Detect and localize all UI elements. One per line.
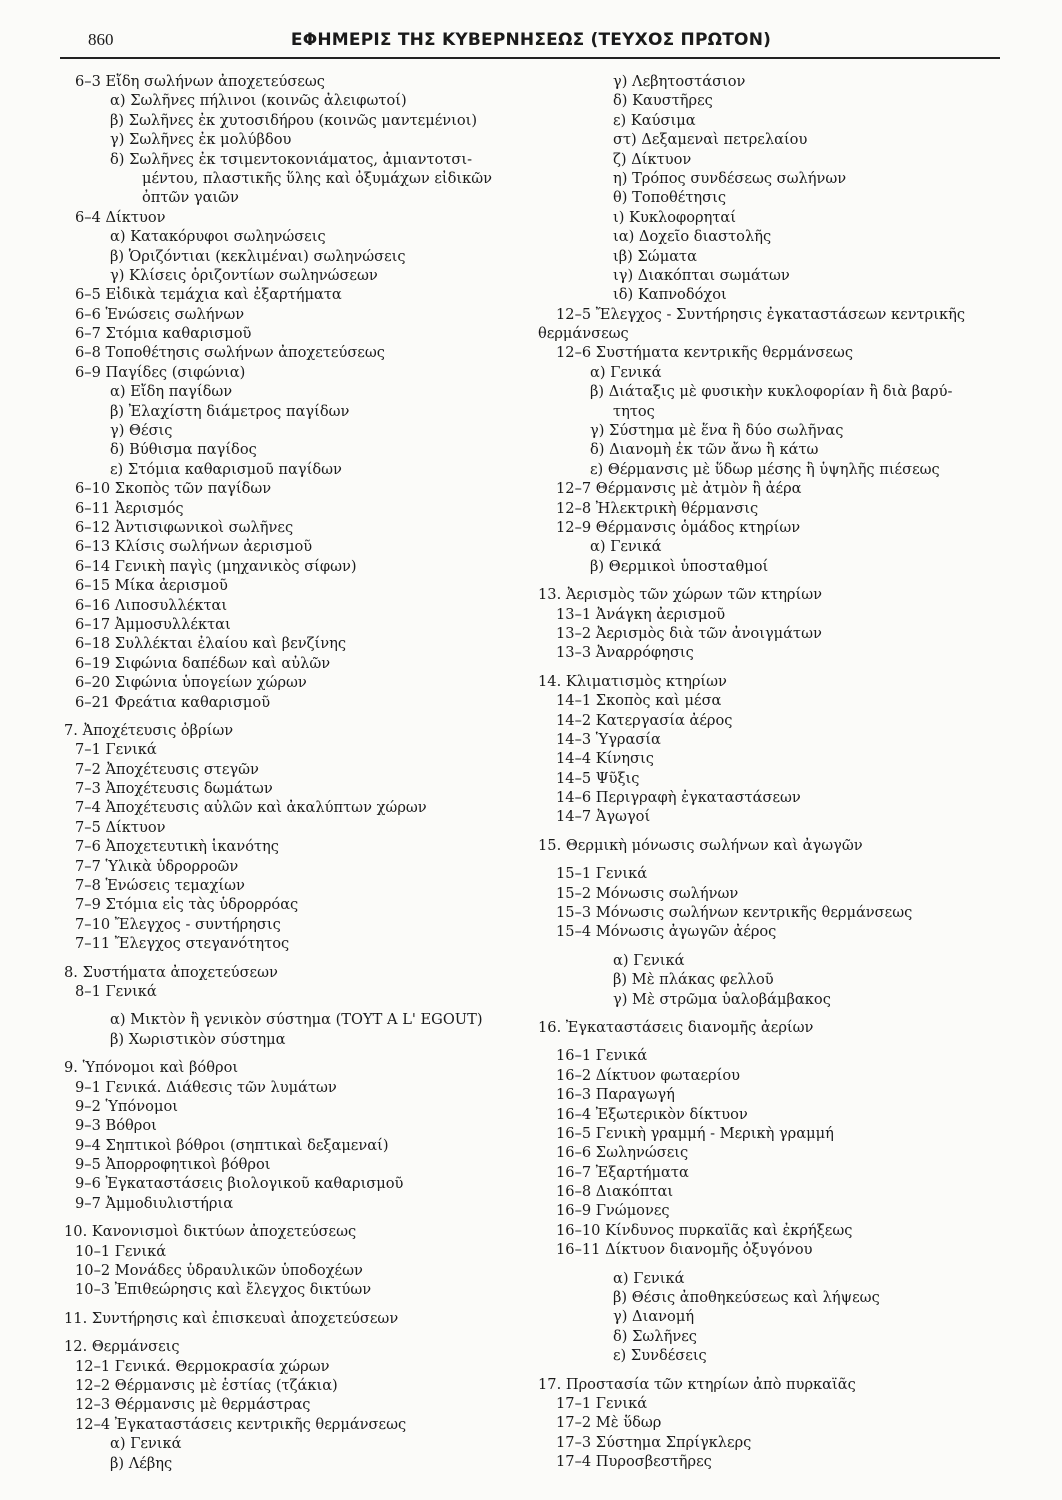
section-heading: 16. Ἐγκαταστάσεις διανομῆς ἀερίων — [538, 1018, 814, 1036]
toc-entry: 6–6 Ἑνώσεις σωλήνων — [75, 305, 245, 323]
section-heading: 13. Ἀερισμὸς τῶν χώρων τῶν κτηρίων — [538, 586, 823, 604]
toc-entry: 14–3 Ὑγρασία — [556, 730, 661, 748]
toc-entry: 12–1 Γενικά. Θερμοκρασία χώρων — [75, 1357, 330, 1375]
toc-entry: 16–5 Γενικὴ γραμμή - Μερικὴ γραμμή — [556, 1124, 834, 1142]
toc-entry: 14–4 Κίνησις — [556, 750, 654, 768]
toc-entry: 12–6 Συστήματα κεντρικῆς θερμάνσεως — [556, 344, 854, 362]
toc-entry: ι) Κυκλοφορηταί — [613, 208, 736, 226]
toc-entry: 12–4 Ἐγκαταστάσεις κεντρικῆς θερμάνσεως — [75, 1415, 407, 1433]
toc-entry: α) Μικτὸν ἢ γενικὸν σύστημα (TOYT A L' EGOUT) — [110, 1011, 483, 1029]
toc-entry: γ) Θέσις — [110, 422, 173, 440]
toc-entry: η) Τρόπος συνδέσεως σωλήνων — [613, 169, 847, 187]
toc-entry: 6–16 Λιποσυλλέκται — [75, 596, 228, 614]
toc-entry: 6–4 Δίκτυον — [75, 208, 166, 226]
toc-entry: 17–4 Πυροσβεστῆρες — [556, 1453, 712, 1471]
toc-entry: γ) Διανομή — [613, 1308, 695, 1326]
toc-entry: β) Θερμικοὶ ὑποσταθμοί — [590, 557, 769, 575]
toc-entry: 17–2 Μὲ ὕδωρ — [556, 1414, 662, 1432]
toc-entry: 15–4 Μόνωσις ἀγωγῶν ἀέρος — [556, 923, 777, 941]
toc-entry: 16–2 Δίκτυον φωταερίου — [556, 1066, 740, 1084]
toc-entry: 9–5 Ἀπορροφητικοὶ βόθροι — [75, 1156, 271, 1174]
toc-entry: 14–2 Κατεργασία ἀέρος — [556, 711, 733, 729]
toc-entry: 17–1 Γενικά — [556, 1395, 648, 1412]
toc-entry: β) Μὲ πλάκας φελλοῦ — [613, 971, 774, 989]
toc-entry: 14–5 Ψῦξις — [556, 769, 640, 787]
toc-entry: α) Γενικά — [590, 363, 662, 381]
toc-entry: 10–1 Γενικά — [75, 1242, 167, 1260]
right-column — [538, 72, 1013, 1472]
toc-entry: α) Γενικά — [613, 951, 685, 969]
section-heading: 7. Ἀποχέτευσις ὀβρίων — [64, 721, 234, 739]
toc-entry: 16–9 Γνώμονες — [556, 1202, 670, 1220]
toc-entry: ιβ) Σώματα — [613, 247, 697, 265]
toc-entry: α) Γενικά — [590, 538, 662, 556]
toc-entry: 7–4 Ἀποχέτευσις αὐλῶν καὶ ἀκαλύπτων χώρων — [75, 799, 427, 817]
toc-entry: α) Γενικά — [110, 1435, 182, 1453]
section-heading: 9. Ὑπόνομοι καὶ βόθροι — [64, 1059, 239, 1077]
toc-entry: ε) Συνδέσεις — [613, 1347, 707, 1365]
toc-entry: 15–2 Μόνωσις σωλήνων — [556, 884, 739, 902]
toc-entry: 17–3 Σύστημα Σπρίγκλερς — [556, 1433, 752, 1451]
toc-entry: δ) Καυστῆρες — [613, 92, 713, 110]
toc-entry: 7–9 Στόμια εἰς τὰς ὑδρορρόας — [75, 896, 299, 914]
toc-entry: 13–1 Ἀνάγκη ἀερισμοῦ — [556, 605, 726, 623]
toc-entry: 12–5 Ἔλεγχος - Συντήρησις ἐγκαταστάσεων κεντρικῆς — [556, 305, 965, 323]
toc-entry: 15–1 Γενικά — [556, 865, 648, 883]
toc-entry: 6–21 Φρεάτια καθαρισμοῦ — [75, 693, 271, 711]
toc-entry: β) Διάταξις μὲ φυσικὴν κυκλοφορίαν ἢ διὰ βαρύ- — [590, 383, 953, 401]
header-rule — [60, 57, 1000, 59]
toc-entry: ιδ) Καπνοδόχοι — [613, 286, 727, 304]
toc-entry: β) Ὁριζόντιαι (κεκλιμέναι) σωληνώσεις — [110, 247, 406, 265]
toc-entry: 16–7 Ἐξαρτήματα — [556, 1163, 689, 1181]
toc-entry: δ) Διανομὴ ἐκ τῶν ἄνω ἢ κάτω — [590, 441, 819, 459]
toc-entry: 14–7 Ἀγωγοί — [556, 808, 651, 826]
toc-entry: ια) Δοχεῖο διαστολῆς — [613, 228, 772, 246]
toc-entry: γ) Κλίσεις ὁριζοντίων σωληνώσεων — [110, 266, 378, 284]
toc-entry: 7–11 Ἔλεγχος στεγανότητος — [75, 935, 290, 953]
gazette-title: ΕΦΗΜΕΡΙΣ ΤΗΣ ΚΥΒΕΡΝΗΣΕΩΣ (ΤΕΥΧΟΣ ΠΡΩΤΟΝ) — [290, 30, 772, 50]
toc-entry: ὀπτῶν γαιῶν — [142, 189, 239, 207]
toc-entry: 6–19 Σιφώνια δαπέδων καὶ αὐλῶν — [75, 654, 331, 672]
toc-entry: ζ) Δίκτυον — [613, 150, 692, 168]
toc-entry: 6–15 Μίκα ἀερισμοῦ — [75, 577, 228, 595]
toc-entry: 6–12 Ἀντισιφωνικοὶ σωλῆνες — [75, 518, 294, 536]
toc-entry: 9–1 Γενικά. Διάθεσις τῶν λυμάτων — [75, 1078, 337, 1096]
toc-entry: 16–1 Γενικά — [556, 1047, 648, 1065]
toc-entry: 6–17 Ἀμμοσυλλέκται — [75, 615, 231, 633]
toc-entry: β) Ἐλαχίστη διάμετρος παγίδων — [110, 402, 350, 420]
section-heading: 17. Προστασία τῶν κτηρίων ἀπὸ πυρκαϊᾶς — [538, 1375, 856, 1393]
section-heading: 15. Θερμικὴ μόνωσις σωλήνων καὶ ἀγωγῶν — [538, 836, 863, 854]
section-heading: 11. Συντήρησις καὶ ἐπισκευαὶ ἀποχετεύσεων — [64, 1309, 399, 1327]
section-heading: 10. Κανονισμοὶ δικτύων ἀποχετεύσεως — [64, 1223, 357, 1241]
toc-entry: 7–5 Δίκτυον — [75, 818, 166, 836]
toc-entry: 14–6 Περιγραφὴ ἐγκαταστάσεων — [556, 789, 801, 807]
toc-entry: 16–6 Σωληνώσεις — [556, 1144, 689, 1162]
toc-entry: 16–8 Διακόπται — [556, 1183, 674, 1201]
toc-entry: α) Εἴδη παγίδων — [110, 383, 233, 401]
toc-entry: 7–7 Ὑλικὰ ὑδρορροῶν — [75, 857, 239, 875]
toc-entry: 7–1 Γενικά — [75, 741, 157, 759]
toc-entry: 13–2 Ἀερισμὸς διὰ τῶν ἀνοιγμάτων — [556, 624, 822, 642]
toc-entry: 14–1 Σκοπὸς καὶ μέσα — [556, 692, 722, 710]
page-number: 860 — [88, 30, 114, 49]
toc-entry: 16–4 Ἐξωτερικὸν δίκτυον — [556, 1105, 748, 1123]
toc-entry: 8–1 Γενικά — [75, 982, 157, 1000]
section-heading: 12. Θερμάνσεις — [64, 1338, 180, 1356]
toc-entry: 12–9 Θέρμανσις ὁμάδος κτηρίων — [556, 518, 801, 536]
toc-entry: 6–14 Γενικὴ παγὶς (μηχανικὸς σίφων) — [75, 557, 357, 575]
toc-entry: 16–10 Κίνδυνος πυρκαϊᾶς καὶ ἐκρήξεως — [556, 1221, 853, 1239]
section-heading: θερμάνσεως — [538, 325, 629, 343]
toc-entry: 9–6 Ἐγκαταστάσεις βιολογικοῦ καθαρισμοῦ — [75, 1175, 404, 1193]
toc-entry: 12–8 Ἠλεκτρικὴ θέρμανσις — [556, 499, 759, 517]
toc-entry: 9–2 Ὑπόνομοι — [75, 1097, 178, 1115]
toc-entry: δ) Βύθισμα παγίδος — [110, 441, 257, 459]
toc-entry: γ) Λεβητοστάσιον — [613, 73, 746, 90]
toc-entry: β) Θέσις ἀποθηκεύσεως καὶ λήψεως — [613, 1289, 880, 1307]
toc-entry: 9–7 Ἀμμοδιυλιστήρια — [75, 1194, 234, 1212]
toc-entry: 12–3 Θέρμανσις μὲ θερμάστρας — [75, 1396, 311, 1414]
toc-entry: 9–4 Σηπτικοὶ βόθροι (σηπτικαὶ δεξαμεναί) — [75, 1136, 389, 1154]
toc-entry: β) Σωλῆνες ἐκ χυτοσιδήρου (κοινῶς μαντεμένιοι) — [110, 111, 478, 129]
toc-entry: στ) Δεξαμεναὶ πετρελαίου — [613, 131, 808, 149]
toc-entry: 7–3 Ἀποχέτευσις δωμάτων — [75, 780, 273, 798]
toc-entry: 7–2 Ἀποχέτευσις στεγῶν — [75, 760, 259, 778]
toc-entry: δ) Σωλῆνες ἐκ τσιμεντοκονιάματος, ἀμιαντοτσι- — [110, 150, 473, 168]
toc-entry: 13–3 Ἀναρρόφησις — [556, 644, 694, 662]
toc-entry: τητος — [613, 402, 655, 420]
toc-entry: 6–10 Σκοπὸς τῶν παγίδων — [75, 480, 272, 498]
toc-entry: α) Κατακόρυφοι σωληνώσεις — [110, 228, 326, 246]
toc-entry: γ) Μὲ στρῶμα ὑαλοβάμβακος — [613, 990, 831, 1008]
toc-entry: 6–20 Σιφώνια ὑπογείων χώρων — [75, 674, 307, 692]
toc-entry: 15–3 Μόνωσις σωλήνων κεντρικῆς θερμάνσεως — [556, 904, 913, 922]
toc-entry: θ) Τοποθέτησις — [613, 189, 727, 207]
toc-entry: ιγ) Διακόπται σωμάτων — [613, 266, 790, 284]
toc-entry: 10–2 Μονάδες ὑδραυλικῶν ὑποδοχέων — [75, 1262, 363, 1280]
toc-entry: 6–3 Εἴδη σωλήνων ἀποχετεύσεως — [75, 73, 325, 90]
page-header — [0, 0, 1062, 62]
toc-entry: 6–13 Κλίσις σωλήνων ἀερισμοῦ — [75, 538, 313, 556]
toc-entry: 6–7 Στόμια καθαρισμοῦ — [75, 325, 252, 343]
toc-entry: 10–3 Ἐπιθεώρησις καὶ ἔλεγχος δικτύων — [75, 1281, 372, 1299]
toc-entry: α) Γενικά — [613, 1269, 685, 1287]
left-column — [60, 72, 535, 1473]
toc-entry: 16–3 Παραγωγή — [556, 1086, 675, 1104]
section-heading: 14. Κλιματισμὸς κτηρίων — [538, 672, 727, 690]
toc-entry: 9–3 Βόθροι — [75, 1117, 157, 1135]
toc-entry: γ) Σύστημα μὲ ἕνα ἢ δύο σωλῆνας — [590, 422, 844, 440]
toc-entry: ε) Θέρμανσις μὲ ὕδωρ μέσης ἢ ὑψηλῆς πιέσεως — [590, 460, 940, 478]
toc-entry: μέντου, πλαστικῆς ὕλης καὶ ὀξυμάχων εἰδικῶν — [142, 169, 493, 187]
section-heading: 8. Συστήματα ἀποχετεύσεων — [64, 963, 278, 981]
toc-entry: 6–9 Παγίδες (σιφώνια) — [75, 363, 246, 381]
toc-entry: 7–6 Ἀποχετευτικὴ ἱκανότης — [75, 838, 279, 856]
toc-entry: α) Σωλῆνες πήλινοι (κοινῶς ἀλειφωτοί) — [110, 92, 407, 110]
toc-entry: 12–7 Θέρμανσις μὲ ἀτμὸν ἢ ἀέρα — [556, 480, 802, 498]
toc-entry: γ) Σωλῆνες ἐκ μολύβδου — [110, 131, 292, 149]
toc-entry: 6–18 Συλλέκται ἐλαίου καὶ βενζίνης — [75, 635, 347, 653]
toc-entry: 7–8 Ἑνώσεις τεμαχίων — [75, 877, 245, 895]
toc-entry: β) Χωριστικὸν σύστημα — [110, 1030, 286, 1048]
toc-entry: δ) Σωλῆνες — [613, 1327, 697, 1345]
toc-entry: 16–11 Δίκτυον διανομῆς ὀξυγόνου — [556, 1241, 813, 1259]
toc-entry: 6–5 Εἰδικὰ τεμάχια καὶ ἐξαρτήματα — [75, 286, 342, 304]
toc-entry: ε) Καύσιμα — [613, 111, 696, 129]
toc-entry: β) Λέβης — [110, 1454, 173, 1472]
toc-entry: 6–8 Τοποθέτησις σωλήνων ἀποχετεύσεως — [75, 344, 385, 362]
toc-entry: 12–2 Θέρμανσις μὲ ἑστίας (τζάκια) — [75, 1377, 338, 1394]
toc-entry: ε) Στόμια καθαρισμοῦ παγίδων — [110, 460, 342, 478]
toc-entry: 6–11 Ἀερισμός — [75, 499, 184, 517]
toc-entry: 7–10 Ἔλεγχος - συντήρησις — [75, 915, 281, 933]
